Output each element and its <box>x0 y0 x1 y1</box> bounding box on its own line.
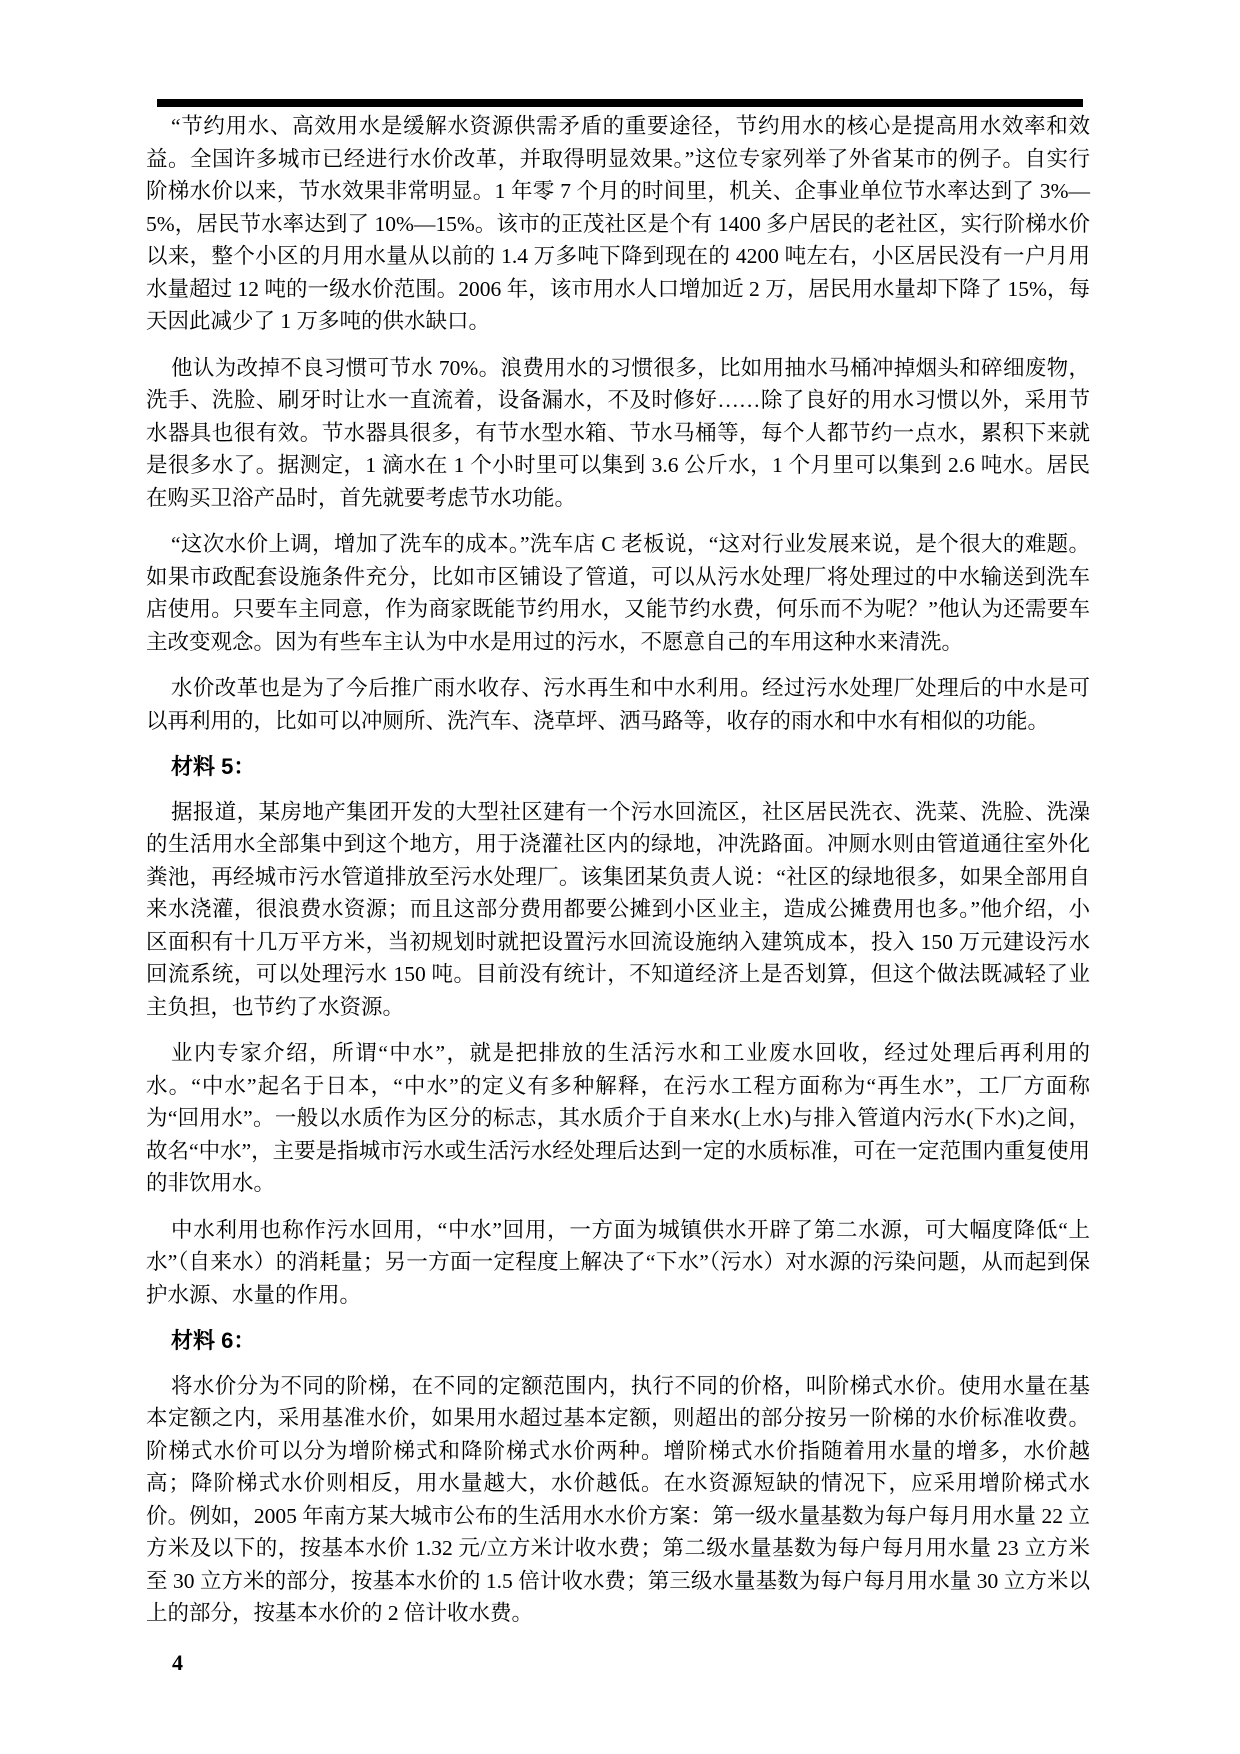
paragraph-community-sewage-recycling: 据报道，某房地产集团开发的大型社区建有一个污水回流区，社区居民洗衣、洗菜、洗脸、洗澡的生活用水全部集中到这个地方，用于浇灌社区内的绿地，冲洗路面。冲厕水则由管道通往室外化粪池，再经城市污水管道排放至污水处理厂。该集团某负责人说：“社区的绿地很多，如果全部用自来水浇灌，很浪费水资源；而且这部分费用都要公摊到小区业主，造成公摊费用也多。”他介绍，小区面积有十几万平方米，当初规划时就把设置污水回流设施纳入建筑成本，投入 150 万元建设污水回流系统，可以处理污水 150 吨。目前没有统计，不知道经济上是否划算，但这个做法既减轻了业主负担，也节约了水资源。 <box>146 799 1090 1019</box>
header-divider-rule <box>157 99 1083 107</box>
paragraph-zhongshui-reuse-benefits: 中水利用也称作污水回用，“中水”回用，一方面为城镇供水开辟了第二水源，可大幅度降低“上水”（自来水）的消耗量；另一方面一定程度上解决了“下水”（污水）对水源的污染问题，从而起到保护水源、水量的作用。 <box>146 1217 1090 1307</box>
material-5-heading: 材料 5： <box>171 754 256 779</box>
paragraph-tiered-water-pricing: 将水价分为不同的阶梯，在不同的定额范围内，执行不同的价格，叫阶梯式水价。使用水量在基本定额之内，采用基准水价，如果用水超过基本定额，则超出的部分按另一阶梯的水价标准收费。阶梯式水价可以分为增阶梯式和降阶梯式水价两种。增阶梯式水价指随着用水量的增多，水价越高；降阶梯式水价则相反，用水量越大，水价越低。在水资源短缺的情况下，应采用增阶梯式水价。例如，2005 年南方某大城市公布的生活用水水价方案：第一级水量基数为每户每月用水量 22 立方米及以下的，按基本水价 1.32 元/立方米计收水费；第二级水量基数为每户每月用水量 23 立方米至 30 立方米的部分，按基本水价的 1.5 倍计收水费；第三级水量基数为每户每月用水量 30 立方米以上的部分，按基本水价的 2 倍计收水费。 <box>146 1373 1090 1625</box>
paragraph-expert-quote-water-saving: “节约用水、高效用水是缓解水资源供需矛盾的重要途径，节约用水的核心是提高用水效率和效益。全国许多城市已经进行水价改革，并取得明显效果。”这位专家列举了外省某市的例子。自实行阶梯水价以来，节水效果非常明显。1 年零 7 个月的时间里，机关、企事业单位节水率达到了 3%—5%，居民节水率达到了 10%—15%。该市的正茂社区是个有 1400 多户居民的老社区，实行阶梯水价以来，整个小区的月用水量从以前的 1.4 万多吨下降到现在的 4200 吨左右，小区居民没有一户月用水量超过 12 吨的一级水价范围。2006 年，该市用水人口增加近 2 万，居民用水量却下降了 15%，每天因此减少了 1 万多吨的供水缺口。 <box>146 114 1090 333</box>
material-6-heading: 材料 6： <box>171 1328 256 1353</box>
paragraph-car-wash-owner-quote: “这次水价上调，增加了洗车的成本。”洗车店 C 老板说，“这对行业发展来说，是个很大的难题。如果市政配套设施条件充分，比如市区铺设了管道，可以从污水处理厂将处理过的中水输送到洗车店使用。只要车主同意，作为商家既能节约用水，又能节约水费，何乐而不为呢？”他认为还需要车主改变观念。因为有些车主认为中水是用过的污水，不愿意自己的车用这种水来清洗。 <box>146 532 1090 654</box>
paragraph-zhongshui-definition: 业内专家介绍，所谓“中水”，就是把排放的生活污水和工业废水回收，经过处理后再利用的水。“中水”起名于日本，“中水”的定义有多种解释，在污水工程方面称为“再生水”，工厂方面称为“回用水”。一般以水质作为区分的标志，其水质介于自来水(上水)与排入管道内污水(下水)之间，故名“中水”，主要是指城市污水或生活污水经处理后达到一定的水质标准，可在一定范围内重复使用的非饮用水。 <box>146 1041 1090 1195</box>
paragraph-bad-habits-water-saving: 他认为改掉不良习惯可节水 70%。浪费用水的习惯很多，比如用抽水马桶冲掉烟头和碎细废物，洗手、洗脸、刷牙时让水一直流着，设备漏水，不及时修好……除了良好的用水习惯以外，采用节水器具也很有效。节水器具很多，有节水型水箱、节水马桶等，每个人都节约一点水，累积下来就是很多水了。据测定，1 滴水在 1 个小时里可以集到 3.6 公斤水，1 个月里可以集到 2.6 吨水。居民在购买卫浴产品时，首先就要考虑节水功能。 <box>146 355 1090 510</box>
page-number: 4 <box>172 1650 183 1675</box>
document-body <box>146 110 1090 1644</box>
paragraph-water-price-reform-purpose: 水价改革也是为了今后推广雨水收存、污水再生和中水利用。经过污水处理厂处理后的中水是可以再利用的，比如可以冲厕所、洗汽车、浇草坪、洒马路等，收存的雨水和中水有相似的功能。 <box>146 676 1090 733</box>
